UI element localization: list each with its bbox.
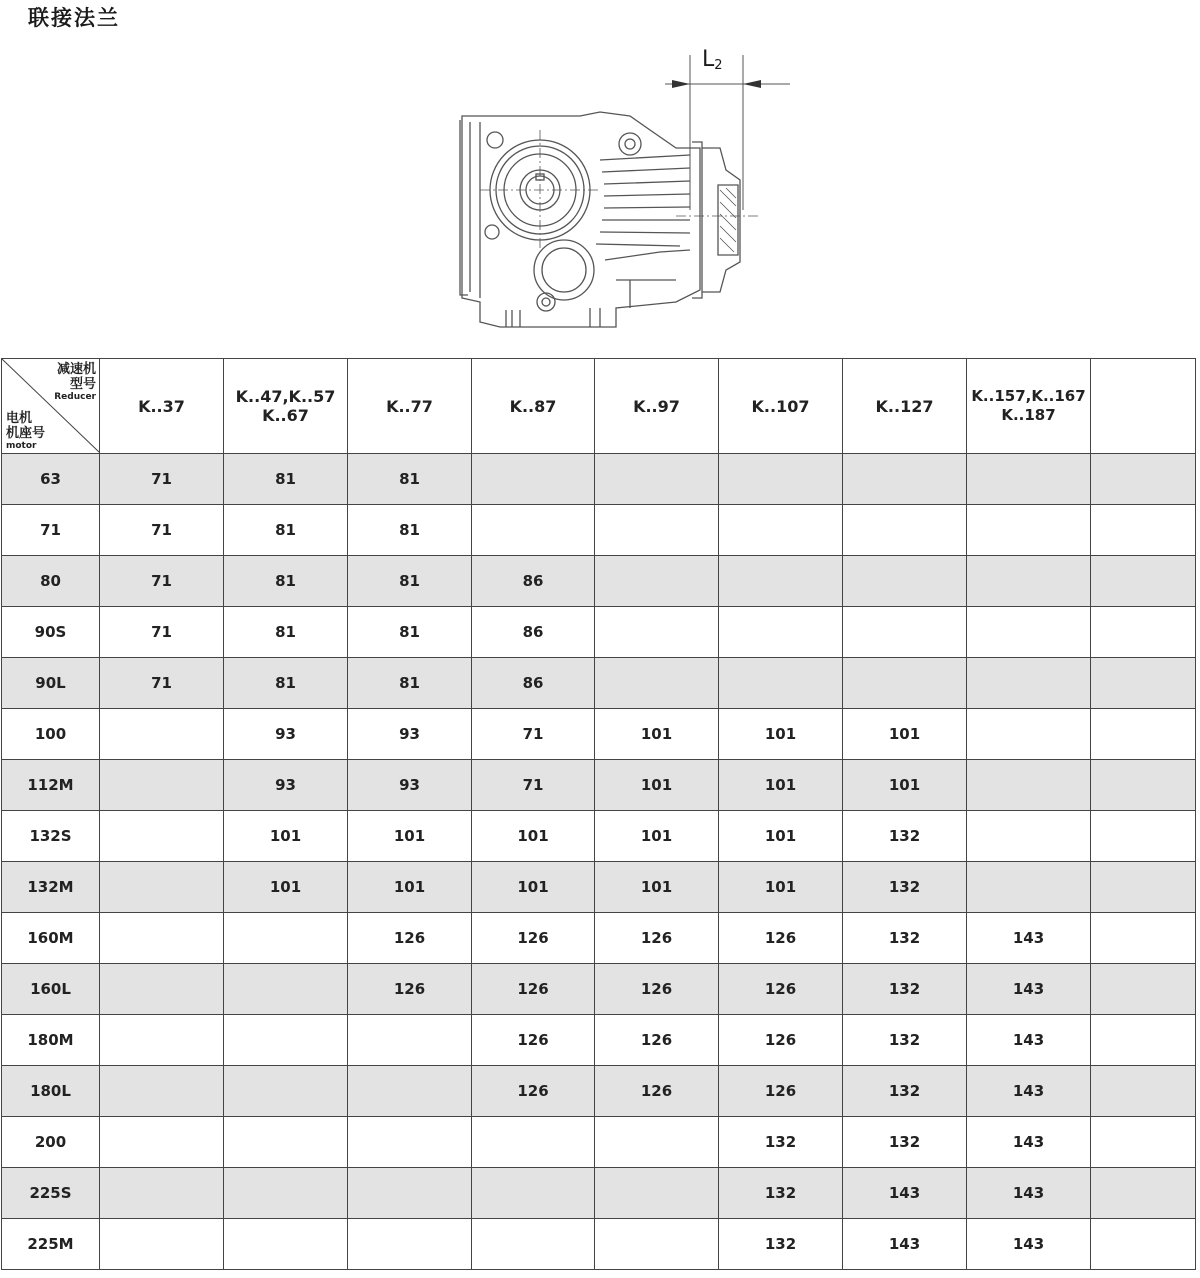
flange-value-cell	[100, 760, 224, 811]
flange-value-cell: 81	[224, 454, 348, 505]
flange-value-cell: 126	[348, 913, 472, 964]
flange-value-cell: 101	[719, 709, 843, 760]
flange-value-cell	[224, 964, 348, 1015]
flange-value-cell: 126	[719, 1015, 843, 1066]
flange-value-cell	[1091, 964, 1196, 1015]
flange-value-cell: 93	[224, 760, 348, 811]
flange-value-cell: 143	[967, 1168, 1091, 1219]
flange-value-cell: 126	[719, 964, 843, 1015]
flange-value-cell	[595, 1168, 719, 1219]
column-header-empty	[1091, 359, 1196, 454]
table-row	[2, 1015, 1196, 1066]
flange-value-cell	[100, 1117, 224, 1168]
flange-value-cell: 132	[719, 1219, 843, 1270]
flange-value-cell: 143	[967, 1219, 1091, 1270]
flange-value-cell: 101	[348, 862, 472, 913]
flange-value-cell: 81	[348, 454, 472, 505]
flange-value-cell	[224, 1015, 348, 1066]
flange-value-cell	[719, 658, 843, 709]
flange-value-cell: 126	[472, 964, 595, 1015]
flange-value-cell	[1091, 1219, 1196, 1270]
flange-value-cell: 86	[472, 556, 595, 607]
table-row	[2, 556, 1196, 607]
motor-label: 电机 机座号 motor	[6, 411, 46, 451]
table-header-row	[2, 359, 1196, 454]
flange-value-cell	[967, 760, 1091, 811]
flange-value-cell: 81	[224, 658, 348, 709]
flange-value-cell	[1091, 1015, 1196, 1066]
flange-value-cell: 93	[224, 709, 348, 760]
flange-value-cell	[348, 1219, 472, 1270]
flange-value-cell	[224, 1117, 348, 1168]
flange-value-cell: 71	[472, 760, 595, 811]
flange-value-cell: 101	[348, 811, 472, 862]
table-row	[2, 811, 1196, 862]
table-row	[2, 505, 1196, 556]
flange-value-cell	[348, 1168, 472, 1219]
flange-value-cell	[1091, 556, 1196, 607]
flange-value-cell	[100, 709, 224, 760]
column-header: K..37	[100, 359, 224, 454]
flange-value-cell: 101	[595, 760, 719, 811]
flange-value-cell	[843, 658, 967, 709]
table-row	[2, 1168, 1196, 1219]
column-header: K..127	[843, 359, 967, 454]
flange-value-cell: 101	[595, 862, 719, 913]
motor-frame-cell: 90L	[2, 658, 100, 709]
flange-spec-table	[1, 358, 1196, 1270]
flange-value-cell	[595, 1117, 719, 1168]
column-header: K..97	[595, 359, 719, 454]
flange-value-cell	[595, 556, 719, 607]
flange-value-cell	[843, 505, 967, 556]
flange-value-cell: 101	[595, 811, 719, 862]
flange-value-cell	[100, 1219, 224, 1270]
flange-value-cell: 126	[472, 913, 595, 964]
corner-header-cell	[2, 359, 100, 454]
flange-value-cell	[224, 1219, 348, 1270]
flange-value-cell	[967, 811, 1091, 862]
flange-value-cell: 93	[348, 760, 472, 811]
flange-value-cell: 132	[843, 862, 967, 913]
flange-value-cell: 132	[843, 913, 967, 964]
motor-frame-cell: 80	[2, 556, 100, 607]
flange-value-cell	[472, 505, 595, 556]
flange-value-cell	[1091, 1168, 1196, 1219]
motor-frame-cell: 180M	[2, 1015, 100, 1066]
motor-frame-cell: 160L	[2, 964, 100, 1015]
flange-value-cell: 126	[595, 913, 719, 964]
flange-value-cell: 101	[843, 709, 967, 760]
flange-value-cell: 132	[843, 1015, 967, 1066]
motor-frame-cell: 132S	[2, 811, 100, 862]
flange-value-cell: 126	[472, 1066, 595, 1117]
flange-value-cell: 81	[348, 607, 472, 658]
table-row	[2, 760, 1196, 811]
flange-value-cell: 86	[472, 658, 595, 709]
flange-value-cell: 126	[348, 964, 472, 1015]
flange-value-cell: 126	[595, 964, 719, 1015]
flange-value-cell: 101	[719, 760, 843, 811]
dimension-label-l2: $L_2$	[702, 47, 723, 73]
flange-value-cell	[472, 1117, 595, 1168]
flange-value-cell	[1091, 607, 1196, 658]
flange-value-cell: 143	[967, 964, 1091, 1015]
flange-value-cell	[843, 607, 967, 658]
flange-value-cell: 71	[472, 709, 595, 760]
flange-value-cell	[224, 913, 348, 964]
motor-frame-cell: 180L	[2, 1066, 100, 1117]
table-row	[2, 1066, 1196, 1117]
flange-value-cell	[719, 505, 843, 556]
flange-value-cell	[348, 1117, 472, 1168]
flange-value-cell	[1091, 760, 1196, 811]
reducer-label: 减速机 型号 Reducer	[54, 362, 96, 402]
flange-value-cell: 71	[100, 607, 224, 658]
flange-value-cell	[224, 1168, 348, 1219]
flange-value-cell	[967, 505, 1091, 556]
flange-value-cell	[472, 454, 595, 505]
flange-value-cell	[1091, 1117, 1196, 1168]
table-row	[2, 862, 1196, 913]
flange-value-cell: 143	[843, 1219, 967, 1270]
motor-frame-cell: 225S	[2, 1168, 100, 1219]
flange-value-cell	[100, 1015, 224, 1066]
flange-value-cell	[1091, 709, 1196, 760]
flange-value-cell	[100, 964, 224, 1015]
flange-value-cell: 71	[100, 454, 224, 505]
motor-frame-cell: 100	[2, 709, 100, 760]
flange-value-cell: 132	[843, 1066, 967, 1117]
flange-value-cell	[100, 913, 224, 964]
flange-value-cell: 132	[843, 1117, 967, 1168]
motor-frame-cell: 63	[2, 454, 100, 505]
flange-value-cell	[967, 607, 1091, 658]
motor-frame-cell: 200	[2, 1117, 100, 1168]
flange-value-cell: 71	[100, 658, 224, 709]
flange-value-cell: 71	[100, 505, 224, 556]
motor-frame-cell: 160M	[2, 913, 100, 964]
flange-value-cell	[472, 1219, 595, 1270]
flange-value-cell: 101	[595, 709, 719, 760]
flange-value-cell	[595, 1219, 719, 1270]
flange-value-cell	[348, 1015, 472, 1066]
table-row	[2, 709, 1196, 760]
flange-value-cell: 126	[719, 913, 843, 964]
flange-value-cell: 101	[843, 760, 967, 811]
flange-value-cell: 101	[719, 862, 843, 913]
table-row	[2, 658, 1196, 709]
flange-value-cell	[595, 454, 719, 505]
flange-value-cell: 143	[967, 913, 1091, 964]
column-header: K..107	[719, 359, 843, 454]
flange-value-cell	[595, 505, 719, 556]
flange-value-cell: 81	[348, 505, 472, 556]
flange-value-cell: 101	[224, 811, 348, 862]
flange-value-cell: 132	[843, 811, 967, 862]
flange-value-cell: 126	[472, 1015, 595, 1066]
flange-value-cell: 101	[224, 862, 348, 913]
flange-value-cell: 86	[472, 607, 595, 658]
flange-value-cell	[967, 454, 1091, 505]
column-header: K..77	[348, 359, 472, 454]
flange-value-cell: 81	[224, 607, 348, 658]
motor-frame-cell: 225M	[2, 1219, 100, 1270]
flange-value-cell	[1091, 862, 1196, 913]
flange-value-cell: 143	[967, 1117, 1091, 1168]
flange-value-cell: 143	[967, 1015, 1091, 1066]
flange-value-cell	[100, 1066, 224, 1117]
flange-value-cell	[967, 556, 1091, 607]
flange-value-cell	[1091, 913, 1196, 964]
flange-value-cell: 101	[472, 862, 595, 913]
flange-value-cell: 93	[348, 709, 472, 760]
flange-value-cell: 81	[224, 556, 348, 607]
table-row	[2, 913, 1196, 964]
motor-frame-cell: 71	[2, 505, 100, 556]
motor-frame-cell: 90S	[2, 607, 100, 658]
flange-value-cell	[224, 1066, 348, 1117]
column-header: K..87	[472, 359, 595, 454]
flange-value-cell	[1091, 1066, 1196, 1117]
flange-value-cell	[719, 454, 843, 505]
flange-value-cell: 101	[719, 811, 843, 862]
column-header: K..157,K..167 K..187	[967, 359, 1091, 454]
gear-reducer-drawing	[440, 40, 800, 340]
table-row	[2, 607, 1196, 658]
flange-value-cell: 101	[472, 811, 595, 862]
page-title: 联接法兰	[28, 6, 120, 30]
flange-value-cell: 126	[719, 1066, 843, 1117]
flange-value-cell	[1091, 505, 1196, 556]
flange-value-cell	[595, 658, 719, 709]
flange-value-cell	[348, 1066, 472, 1117]
flange-value-cell: 143	[967, 1066, 1091, 1117]
flange-value-cell: 71	[100, 556, 224, 607]
flange-value-cell: 81	[224, 505, 348, 556]
column-header: K..47,K..57 K..67	[224, 359, 348, 454]
motor-frame-cell: 132M	[2, 862, 100, 913]
table-row	[2, 964, 1196, 1015]
flange-value-cell	[595, 607, 719, 658]
flange-value-cell	[843, 454, 967, 505]
flange-value-cell	[100, 811, 224, 862]
flange-value-cell	[100, 1168, 224, 1219]
flange-value-cell	[1091, 811, 1196, 862]
flange-value-cell	[967, 709, 1091, 760]
flange-value-cell: 126	[595, 1015, 719, 1066]
flange-value-cell	[719, 607, 843, 658]
flange-value-cell	[1091, 658, 1196, 709]
flange-value-cell: 132	[843, 964, 967, 1015]
table-row	[2, 1219, 1196, 1270]
flange-value-cell	[1091, 454, 1196, 505]
flange-value-cell: 126	[595, 1066, 719, 1117]
flange-value-cell	[967, 862, 1091, 913]
flange-value-cell	[843, 556, 967, 607]
table-row	[2, 1117, 1196, 1168]
motor-frame-cell: 112M	[2, 760, 100, 811]
table-row	[2, 454, 1196, 505]
flange-value-cell: 132	[719, 1168, 843, 1219]
flange-value-cell: 132	[719, 1117, 843, 1168]
flange-value-cell: 81	[348, 556, 472, 607]
flange-value-cell	[719, 556, 843, 607]
flange-value-cell	[100, 862, 224, 913]
flange-value-cell	[967, 658, 1091, 709]
flange-value-cell: 81	[348, 658, 472, 709]
flange-value-cell	[472, 1168, 595, 1219]
flange-value-cell: 143	[843, 1168, 967, 1219]
